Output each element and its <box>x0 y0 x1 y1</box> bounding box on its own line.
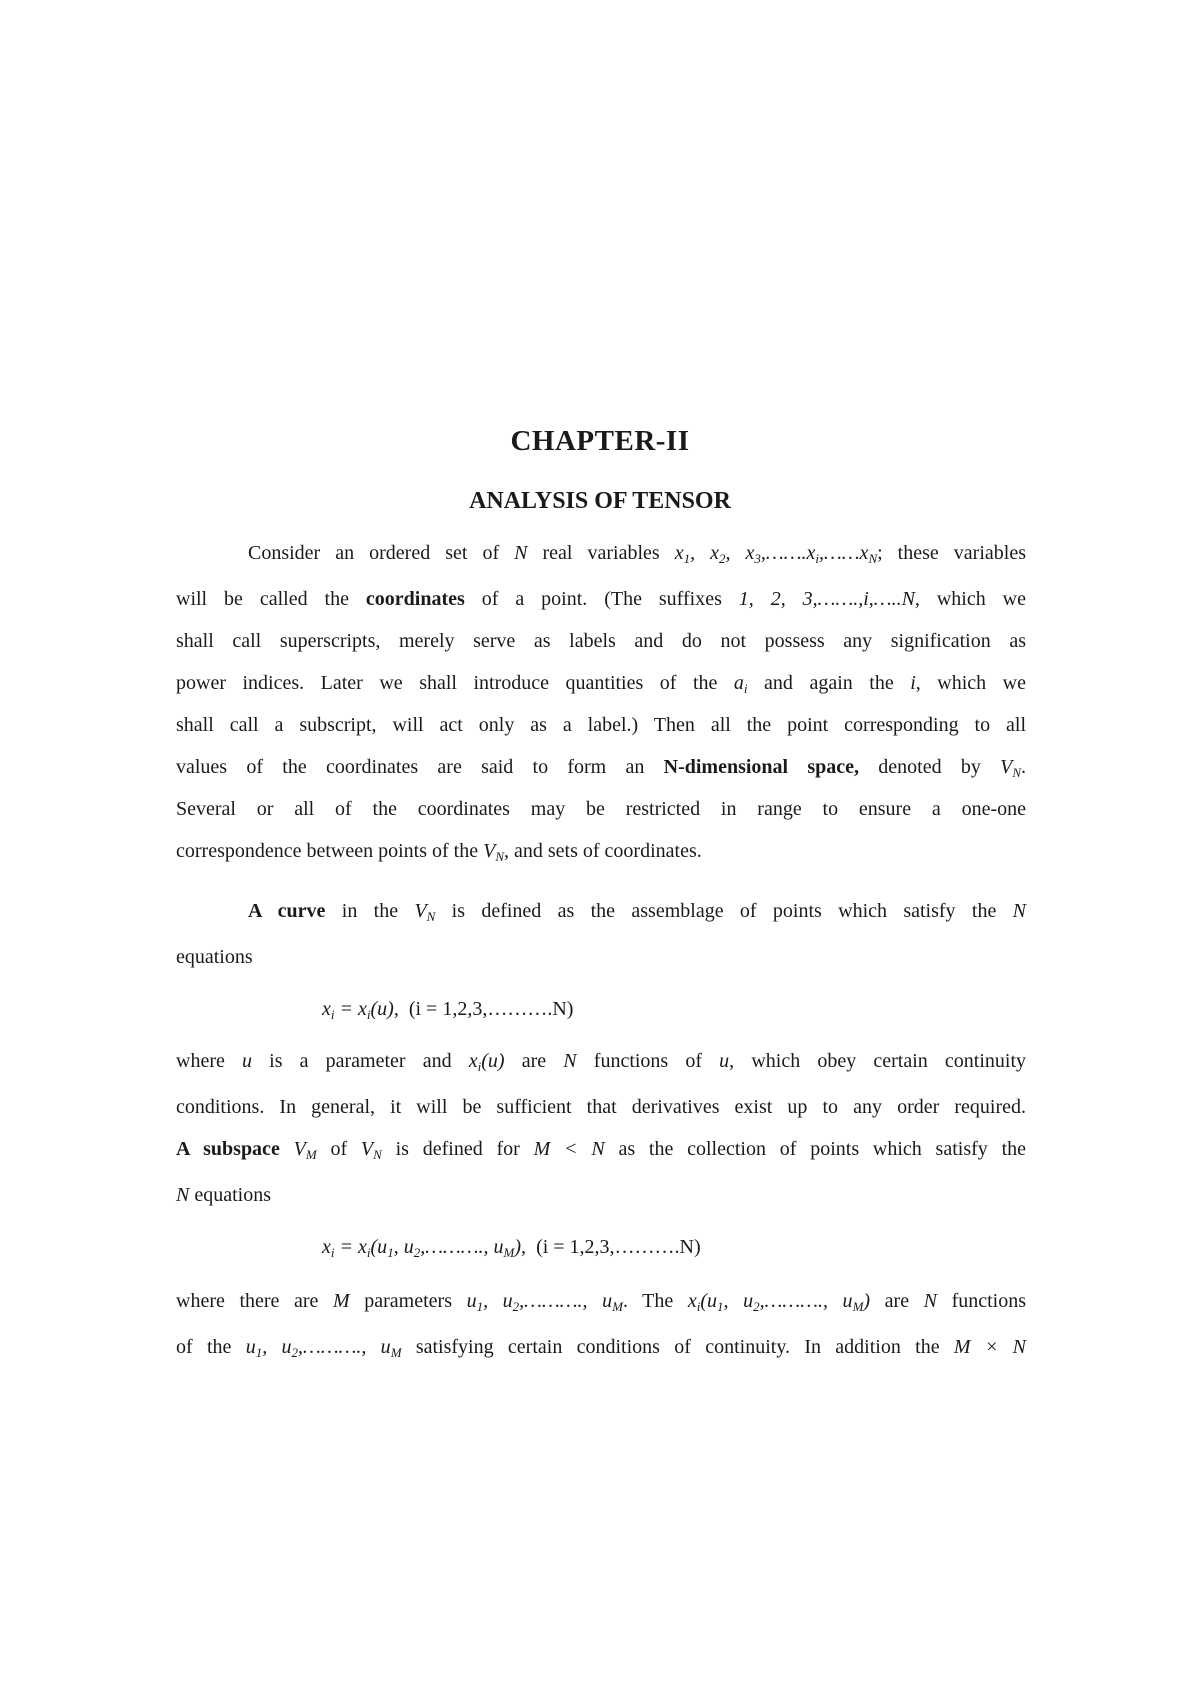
text: . The <box>622 1290 688 1312</box>
bold-term-curve: A curve <box>248 900 326 922</box>
paragraph-1-line-2 <box>176 584 1026 614</box>
text: satisfying certain conditions of continuity. In addition the <box>401 1336 954 1358</box>
paragraph-2-line-1 <box>176 896 1026 926</box>
math-variables: $x_1$, $x_2$, $x_3,\dots\dots.x_i,\dots\dots x_N$ <box>674 542 878 566</box>
paragraph-2-line-2: equations <box>176 946 253 968</box>
equation-range: (i = 1,2,3,……….N) <box>408 998 574 1020</box>
chapter-heading: CHAPTER-II <box>510 425 690 457</box>
text: of a point. (The suffixes <box>464 588 739 610</box>
text: will be called the <box>176 588 366 610</box>
text: denoted by <box>859 756 1001 778</box>
text: where <box>176 1050 242 1072</box>
text: are <box>870 1290 924 1312</box>
text: , which we <box>915 672 1027 694</box>
text: of <box>316 1138 361 1160</box>
text: is defined as the assemblage of points which satisfy the <box>435 900 1013 922</box>
bold-term-subspace: A subspace <box>176 1138 280 1160</box>
text: correspondence between points of the <box>176 840 484 862</box>
paragraph-1-line-5: shall call a subscript, will act only as a label.) Then all the point corresponding to all <box>176 714 1026 736</box>
math-V-M: $V_M$ <box>293 1138 317 1162</box>
paragraph-2-line-6 <box>176 1180 1026 1210</box>
paragraph-1-line-1 <box>176 538 1026 568</box>
paragraph-1-line-7: Several or all of the coordinates may be restricted in range to ensure a one-one <box>176 798 1026 820</box>
math-u: u <box>242 1050 252 1072</box>
math-N: N <box>923 1290 937 1312</box>
bold-term-coordinates: coordinates <box>365 588 465 610</box>
paragraph-2-line-8 <box>176 1332 1026 1362</box>
text: where there are <box>176 1290 333 1312</box>
math-u: u <box>719 1050 730 1072</box>
math-N: N <box>1012 900 1027 922</box>
paragraph-1-line-3: shall call superscripts, merely serve as labels and do not possess any signification as <box>176 630 1026 652</box>
math-M-times-N: M × N <box>953 1336 1027 1358</box>
paragraph-2-line-5 <box>176 1134 1026 1164</box>
text: functions of <box>576 1050 720 1072</box>
math-V-N: $V_N$ <box>1000 756 1022 780</box>
bold-term-n-dimensional-space: N-dimensional space, <box>663 756 860 778</box>
math-N: N <box>176 1184 190 1206</box>
math-a-i: $a_i$ <box>733 672 748 696</box>
equation-range: (i = 1,2,3,……….N) <box>536 1236 701 1258</box>
paragraph-1-line-8 <box>176 836 1026 866</box>
math-V-N: $V_N$ <box>360 1138 382 1162</box>
text: as the collection of points which satisfy the <box>604 1138 1026 1160</box>
text: of the <box>176 1336 246 1358</box>
math-parameters: $u_1$, $u_2,\dots\dots\dots$., $u_M$ <box>466 1290 623 1314</box>
text: is a parameter and <box>252 1050 469 1072</box>
paragraph-2-line-4: conditions. In general, it will be sufficient that derivatives exist up to any order required. <box>176 1096 1026 1118</box>
text: parameters <box>349 1290 467 1312</box>
paragraph-1-line-6: values of the coordinates are said to form an N-dimensional space, denoted by $V_N$. <box>176 756 1027 780</box>
math-V-N: $V_N$ <box>483 840 504 864</box>
paragraph-1-line-4 <box>176 668 1026 698</box>
math-N: N <box>563 1050 577 1072</box>
text: and again the <box>747 672 911 694</box>
italic-suffixes: 1, 2, 3,…….,i,…..N, <box>738 588 920 610</box>
text: , and sets of coordinates. <box>504 840 702 862</box>
text: equations <box>189 1184 271 1206</box>
text: values of the coordinates are said to form an <box>176 756 664 778</box>
text: which we <box>919 588 1026 610</box>
paragraph-2-line-3 <box>176 1046 1026 1076</box>
text: in the <box>325 900 415 922</box>
text: real variables <box>527 542 675 564</box>
math-i: i <box>910 672 916 694</box>
text: are <box>504 1050 564 1072</box>
text: is defined for <box>381 1138 534 1160</box>
math-parameters: $u_1$, $u_2,\dots\dots\dots$., $u_M$ <box>245 1336 402 1360</box>
equation-curve: $x_i = x_i(u)$, (i = 1,2,3,……….N) <box>322 998 574 1022</box>
paragraph-2-line-7 <box>176 1286 1026 1316</box>
math-x-i-u: $x_i(u)$ <box>468 1050 505 1074</box>
text: ; these variables <box>877 542 1026 564</box>
math-x-i-functions: $x_i(u_1$, $u_2,\dots\dots\dots$., $u_M$) <box>687 1290 871 1314</box>
equation-subspace: $x_i = x_i(u_1$, $u_2,\dots\dots\dots$., $u_M$), (i = 1,2,3,……….N) <box>322 1236 701 1260</box>
math-M-less-N: M < N <box>533 1138 605 1160</box>
text: functions <box>937 1290 1027 1312</box>
math-M: M <box>333 1290 350 1312</box>
text: Consider an ordered set of <box>248 542 515 564</box>
text: , which obey certain continuity <box>729 1050 1027 1072</box>
math-V-N: $V_N$ <box>414 900 436 924</box>
text: power indices. Later we shall introduce quantities of the <box>176 672 734 694</box>
chapter-title: ANALYSIS OF TENSOR <box>469 488 731 514</box>
math-N: N <box>514 542 528 564</box>
